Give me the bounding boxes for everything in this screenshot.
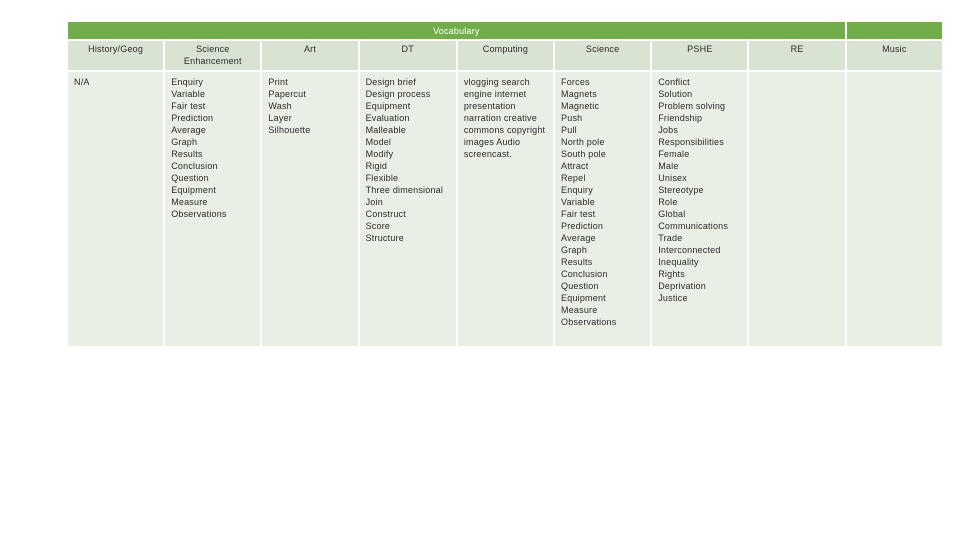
vocab-word: Forces [561,77,590,87]
vocab-word: Observations [561,317,617,327]
vocab-word: Global [658,209,686,219]
vocab-word: Observations [171,209,227,219]
header-history-geog: History/Geog [68,41,163,70]
vocab-word: Prediction [171,113,214,123]
vocab-word: Layer [268,113,292,123]
header-music: Music [847,41,942,70]
vocab-word: Magnetic [561,101,600,111]
cell-science-enhancement [165,72,260,346]
cell-history-geog [68,72,163,346]
vocab-word: Inequality [658,257,699,267]
cell-re [749,72,844,346]
vocab-word: Problem solving [658,101,726,111]
vocab-word: Measure [561,305,598,315]
cell-pshe [652,72,747,346]
vocab-word: Interconnected [658,245,721,255]
vocab-word: Malleable [365,125,406,135]
vocab-word: Role [658,197,678,207]
vocab-word: Male [658,161,679,171]
cell-music [847,72,942,346]
vocab-word: Papercut [268,89,307,99]
cell-computing: vlogging search engine internet presentation narration creative commons copyright images Audio screencast. [458,72,553,346]
vocab-word: Attract [561,161,589,171]
header-computing: Computing [458,41,553,70]
vocab-word: Equipment [561,293,606,303]
vocab-word: Prediction [561,221,604,231]
title-row-spacer [847,22,942,39]
header-science-enhancement: Science Enhancement [165,41,260,70]
vocab-word: Variable [171,89,206,99]
vocab-word: Solution [658,89,693,99]
vocab-word: Push [561,113,583,123]
vocab-word: Conclusion [561,269,608,279]
vocab-word: Repel [561,173,586,183]
vocab-word: Deprivation [658,281,706,291]
vocab-word: Enquiry [171,77,204,87]
vocab-word: Conflict [658,77,690,87]
vocab-word: Question [171,173,209,183]
vocab-word: Female [658,149,690,159]
vocab-word: Structure [365,233,404,243]
cell-art [262,72,357,346]
vocab-word: Friendship [658,113,703,123]
vocab-word: Variable [561,197,595,207]
vocab-word: Measure [171,197,208,207]
table-row [68,72,942,346]
vocab-word: Results [171,149,203,159]
vocab-word: Conclusion [171,161,218,171]
vocab-word: Results [561,257,593,267]
vocab-word: Question [561,281,599,291]
vocab-word: Flexible [365,173,399,183]
vocab-word: N/A [74,77,90,87]
header-pshe: PSHE [652,41,747,70]
header-dt: DT [360,41,456,70]
vocab-word: Print [268,77,288,87]
vocab-word: Modify [365,149,394,159]
vocab-word: North pole [561,137,605,147]
vocab-word: Construct [365,209,406,219]
vocab-word: Evaluation [365,113,410,123]
vocab-word: Fair test [171,101,206,111]
vocab-word: Equipment [365,101,411,111]
vocab-word: Justice [658,293,688,303]
vocab-word: Wash [268,101,292,111]
vocab-word: Join [365,197,383,207]
vocab-word: Model [365,137,392,147]
vocab-word: Graph [561,245,588,255]
vocab-word: South pole [561,149,607,159]
vocab-word: Enquiry [561,185,593,195]
header-row [68,41,942,70]
header-re: RE [749,41,844,70]
vocab-word: Rights [658,269,685,279]
vocab-word: Pull [561,125,577,135]
vocab-word: Trade [658,233,683,243]
vocab-word: Responsibilities [658,137,724,147]
cell-science [555,72,650,346]
vocab-word: Equipment [171,185,217,195]
vocab-word: Stereotype [658,185,704,195]
vocab-word: Average [561,233,596,243]
vocab-word: Jobs [658,125,679,135]
table-title: Vocabulary [68,22,845,39]
header-art: Art [262,41,357,70]
vocab-word: Unisex [658,173,687,183]
title-row [68,22,942,39]
vocab-word: Magnets [561,89,597,99]
cell-dt [360,72,456,346]
vocab-word: Design process [365,89,431,99]
vocab-word: Communications [658,221,729,231]
header-science: Science [555,41,650,70]
vocab-word: Three dimensional [365,185,444,195]
vocab-word: Graph [171,137,198,147]
vocab-word: Rigid [365,161,388,171]
vocab-word: Score [365,221,391,231]
vocab-word: Design brief [365,77,417,87]
vocab-word: Average [171,125,206,135]
vocabulary-table [66,20,944,348]
vocab-word: Silhouette [268,125,311,135]
vocab-word: Fair test [561,209,596,219]
